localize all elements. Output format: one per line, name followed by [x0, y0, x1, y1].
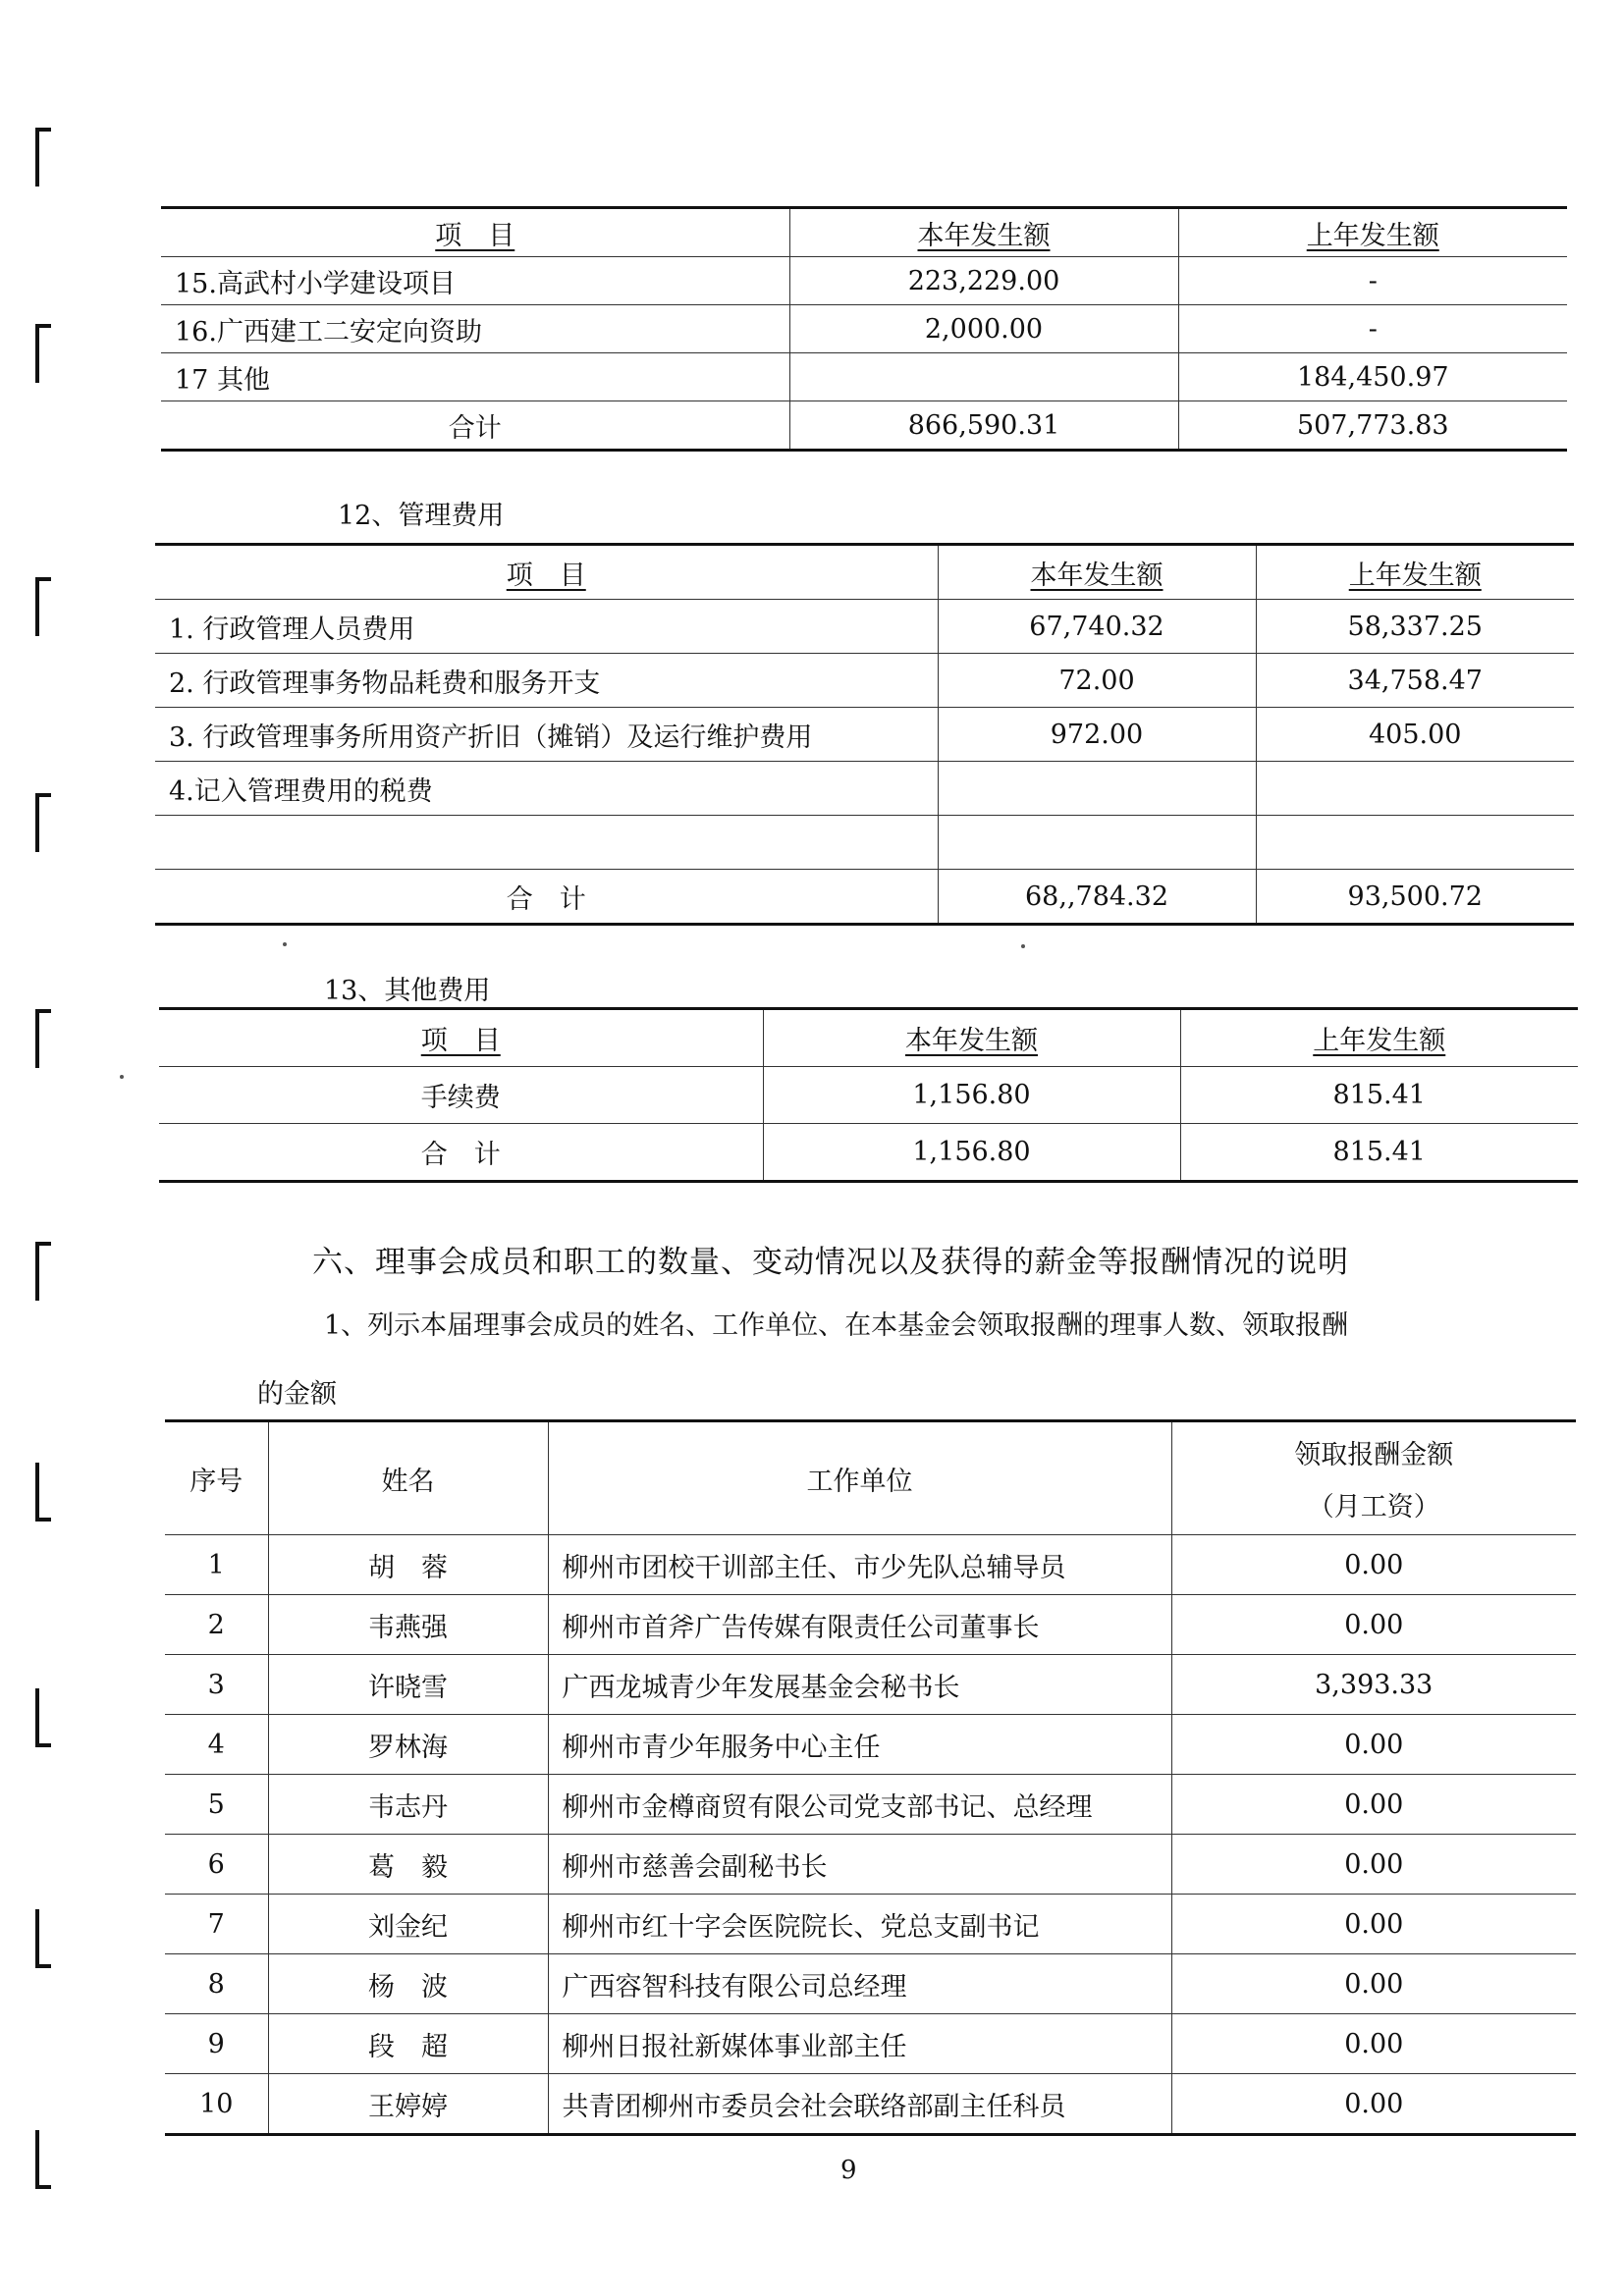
member-pay: 0.00: [1171, 2074, 1576, 2135]
table-row: [161, 353, 1567, 401]
table-row: [161, 305, 1567, 353]
row-item: [155, 816, 938, 870]
member-name: 胡 蓉: [268, 1535, 548, 1595]
binding-mark: [35, 1688, 51, 1747]
member-unit: 柳州市慈善会副秘书长: [548, 1835, 1171, 1895]
member-no: 2: [165, 1595, 268, 1655]
member-name: 许晓雪: [268, 1655, 548, 1715]
row-previous: -: [1178, 305, 1567, 353]
row-item: 手续费: [159, 1067, 763, 1124]
table-row: [155, 600, 1574, 654]
row-item: 合计: [161, 401, 789, 451]
row-current: 1,156.80: [763, 1067, 1180, 1124]
table-row: [165, 1655, 1576, 1715]
member-pay: 0.00: [1171, 1835, 1576, 1895]
board-members-table: [165, 1419, 1576, 2136]
member-name: 杨 波: [268, 1954, 548, 2014]
member-no: 6: [165, 1835, 268, 1895]
member-name: 葛 毅: [268, 1835, 548, 1895]
table-header-row: [161, 208, 1567, 257]
table-total-row: [159, 1124, 1578, 1182]
row-previous: 507,773.83: [1178, 401, 1567, 451]
row-item: 16.广西建工二安定向资助: [161, 305, 789, 353]
column-header-pay: [1171, 1421, 1576, 1535]
row-current: [789, 353, 1178, 401]
binding-mark: [35, 2130, 51, 2189]
member-unit: 柳州市团校干训部主任、市少先队总辅导员: [548, 1535, 1171, 1595]
member-no: 1: [165, 1535, 268, 1595]
column-header-item: 项 目: [155, 545, 938, 600]
member-no: 10: [165, 2074, 268, 2135]
member-no: 7: [165, 1895, 268, 1954]
table-header-row: [159, 1009, 1578, 1067]
scan-speck: [283, 942, 287, 946]
row-item: 1. 行政管理人员费用: [155, 600, 938, 654]
member-pay: 0.00: [1171, 2014, 1576, 2074]
member-unit: 共青团柳州市委员会社会联络部副主任科员: [548, 2074, 1171, 2135]
table-row: [165, 2014, 1576, 2074]
row-current: 72.00: [938, 654, 1256, 708]
row-item: 合 计: [155, 870, 938, 925]
member-unit: 柳州市红十字会医院院长、党总支副书记: [548, 1895, 1171, 1954]
member-no: 3: [165, 1655, 268, 1715]
column-header-pay-note: （月工资）: [1307, 1492, 1440, 1522]
member-pay: 0.00: [1171, 1775, 1576, 1835]
section-12-title: 12、管理费用: [338, 501, 505, 531]
row-current: 2,000.00: [789, 305, 1178, 353]
row-previous: 93,500.72: [1256, 870, 1574, 925]
member-unit: 柳州日报社新媒体事业部主任: [548, 2014, 1171, 2074]
column-header-unit: 工作单位: [548, 1421, 1171, 1535]
table-row: [165, 2074, 1576, 2135]
column-header-current: 本年发生额: [763, 1009, 1180, 1067]
member-unit: 柳州市青少年服务中心主任: [548, 1715, 1171, 1775]
member-name: 韦燕强: [268, 1595, 548, 1655]
member-pay: 0.00: [1171, 1954, 1576, 2014]
binding-mark: [35, 324, 51, 383]
table-total-row: [155, 870, 1574, 925]
member-pay: 0.00: [1171, 1715, 1576, 1775]
row-previous: 815.41: [1180, 1124, 1578, 1182]
column-header-item: 项 目: [161, 208, 789, 257]
member-pay: 3,393.33: [1171, 1655, 1576, 1715]
member-unit: 广西龙城青少年发展基金会秘书长: [548, 1655, 1171, 1715]
member-no: 8: [165, 1954, 268, 2014]
row-item: 合 计: [159, 1124, 763, 1182]
row-previous: 815.41: [1180, 1067, 1578, 1124]
binding-mark: [35, 1909, 51, 1968]
row-current: 866,590.31: [789, 401, 1178, 451]
member-no: 4: [165, 1715, 268, 1775]
table-row: [165, 1535, 1576, 1595]
member-no: 5: [165, 1775, 268, 1835]
column-header-previous: 上年发生额: [1178, 208, 1567, 257]
table-header-row: [155, 545, 1574, 600]
other-expense-table: [159, 1007, 1578, 1183]
table-row: [165, 1895, 1576, 1954]
column-header-previous: 上年发生额: [1180, 1009, 1578, 1067]
binding-mark: [35, 1242, 51, 1301]
table-row: [165, 1595, 1576, 1655]
table-row: [159, 1067, 1578, 1124]
member-name: 罗林海: [268, 1715, 548, 1775]
member-pay: 0.00: [1171, 1895, 1576, 1954]
binding-mark: [35, 577, 51, 636]
row-previous: 58,337.25: [1256, 600, 1574, 654]
member-name: 刘金纪: [268, 1895, 548, 1954]
row-previous: -: [1178, 257, 1567, 305]
row-current: 223,229.00: [789, 257, 1178, 305]
table-row: [165, 1775, 1576, 1835]
member-name: 王婷婷: [268, 2074, 548, 2135]
page-number: 9: [840, 2156, 857, 2185]
member-pay: 0.00: [1171, 1535, 1576, 1595]
row-previous: [1256, 816, 1574, 870]
column-header-no: 序号: [165, 1421, 268, 1535]
table-row: [155, 654, 1574, 708]
column-header-pay-label: 领取报酬金额: [1294, 1440, 1454, 1470]
table-row: [161, 257, 1567, 305]
section-6-sub-line1: 1、列示本届理事会成员的姓名、工作单位、在本基金会领取报酬的理事人数、领取报酬: [324, 1310, 1349, 1341]
binding-mark: [35, 128, 51, 187]
table-total-row: [161, 401, 1567, 451]
donation-income-table: [161, 206, 1567, 452]
row-current: 972.00: [938, 708, 1256, 762]
table-row: [155, 708, 1574, 762]
member-name: 段 超: [268, 2014, 548, 2074]
column-header-item: 项 目: [159, 1009, 763, 1067]
scan-speck: [1021, 944, 1025, 948]
table-row: [165, 1954, 1576, 2014]
member-unit: 广西容智科技有限公司总经理: [548, 1954, 1171, 2014]
column-header-name: 姓名: [268, 1421, 548, 1535]
row-item: 15.高武村小学建设项目: [161, 257, 789, 305]
row-previous: 405.00: [1256, 708, 1574, 762]
binding-mark: [35, 1009, 51, 1068]
row-item: 17 其他: [161, 353, 789, 401]
row-current: 68,,784.32: [938, 870, 1256, 925]
table-header-row: [165, 1421, 1576, 1535]
row-current: [938, 762, 1256, 816]
table-row: [165, 1715, 1576, 1775]
table-row: [155, 762, 1574, 816]
binding-mark: [35, 1463, 51, 1522]
row-previous: [1256, 762, 1574, 816]
member-no: 9: [165, 2014, 268, 2074]
row-item: 3. 行政管理事务所用资产折旧（摊销）及运行维护费用: [155, 708, 938, 762]
member-unit: 柳州市首斧广告传媒有限责任公司董事长: [548, 1595, 1171, 1655]
row-previous: 184,450.97: [1178, 353, 1567, 401]
management-expense-table: [155, 543, 1574, 926]
column-header-current: 本年发生额: [789, 208, 1178, 257]
binding-mark: [35, 793, 51, 852]
member-name: 韦志丹: [268, 1775, 548, 1835]
row-current: 1,156.80: [763, 1124, 1180, 1182]
section-13-title: 13、其他费用: [324, 976, 491, 1006]
member-pay: 0.00: [1171, 1595, 1576, 1655]
section-6-sub-line2: 的金额: [257, 1379, 337, 1410]
column-header-current: 本年发生额: [938, 545, 1256, 600]
scan-speck: [120, 1075, 124, 1079]
section-6-heading: 六、理事会成员和职工的数量、变动情况以及获得的薪金等报酬情况的说明: [312, 1245, 1349, 1280]
table-row: [165, 1835, 1576, 1895]
member-unit: 柳州市金樽商贸有限公司党支部书记、总经理: [548, 1775, 1171, 1835]
row-previous: 34,758.47: [1256, 654, 1574, 708]
row-item: 4.记入管理费用的税费: [155, 762, 938, 816]
row-current: 67,740.32: [938, 600, 1256, 654]
row-item: 2. 行政管理事务物品耗费和服务开支: [155, 654, 938, 708]
column-header-previous: 上年发生额: [1256, 545, 1574, 600]
row-current: [938, 816, 1256, 870]
table-row-empty: [155, 816, 1574, 870]
